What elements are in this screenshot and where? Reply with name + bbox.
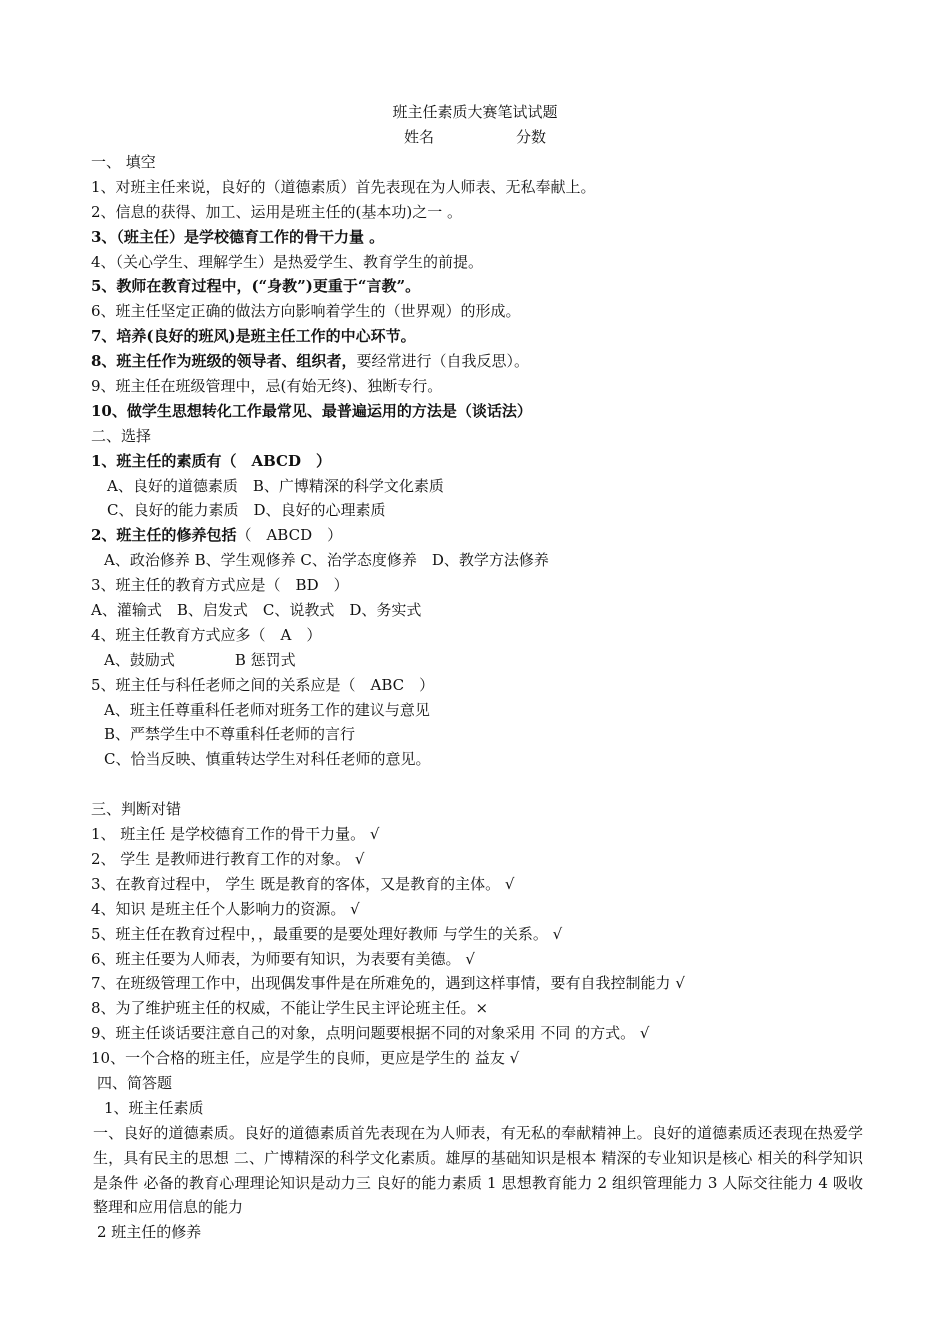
fill-item: 5、教师在教育过程中，(“身教”)更重于“言教”。 [91,277,421,296]
true-false-item: 7、在班级管理工作中，出现偶发事件是在所难免的，遇到这样事情，要有自我控制能力 √ [91,974,685,993]
true-false-item: 2、 学生 是教师进行教育工作的对象。 √ [91,849,365,868]
choice-options: C、恰当反映、慎重转达学生对科任老师的意见。 [104,750,431,769]
fill-item: 2、信息的获得、加工、运用是班主任的(基本功)之一 。 [91,202,463,221]
short-answer-text: 一、良好的道德素质。良好的道德素质首先表现在为人师表，有无私的奉献精神上。良好的道德素质还表现在热爱学生，具有民主的思想 二、广博精深的科学文化素质。雄厚的基础知识是根本 精深的专业知识是核心 相关的科学知识是条件 必备的教育心理理论知识是动力三 良好的能力素质 1 思想教育能力 2 组织管理能力 3 人际交往能力 4 吸收整理和应用信息的能力 [93,1123,863,1217]
true-false-item: 8、为了维护班主任的权威，不能让学生民主评论班主任。× [91,999,489,1018]
choice-question-answer: （ ABCD ） [236,526,343,545]
fill-item: 4、（关心学生、理解学生）是热爱学生、教育学生的前提。 [91,252,484,271]
section-heading-choice: 二、选择 [91,426,152,445]
choice-options: A、班主任尊重科任老师对班务工作的建议与意见 [104,700,430,719]
true-false-item: 4、知识 是班主任个人影响力的资源。 √ [91,899,360,918]
section-heading-short-answer: 四、简答题 [97,1073,173,1092]
choice-question: 1、班主任的素质有（ ABCD ） [91,451,331,470]
document-title: 班主任素质大赛笔试试题 [392,103,558,121]
choice-options: A、鼓励式 B 惩罚式 [104,650,296,669]
name-label: 姓名 [403,128,434,146]
choice-options: C、良好的能力素质 D、良好的心理素质 [107,501,386,520]
choice-options: A、政治修养 B、学生观修养 C、治学态度修养 D、教学方法修养 [104,551,549,570]
score-label: 分数 [516,128,547,146]
short-answer-question: 2 班主任的修养 [97,1223,202,1242]
fill-item-bold-part: 8、班主任作为班级的领导者、组织者， [91,352,357,371]
true-false-item: 9、班主任谈话要注意自己的对象，点明问题要根据不同的对象采用 不同 的方式。 √ [91,1024,650,1043]
true-false-item: 6、班主任要为人师表，为师要有知识，为表要有美德。 √ [91,949,475,968]
true-false-item: 10、一个合格的班主任，应是学生的良师，更应是学生的 益友 √ [91,1049,520,1068]
choice-options: A、灌输式 B、启发式 C、说教式 D、务实式 [91,601,422,620]
spacer [91,772,871,797]
choice-question-bold-part: 2、班主任的修养包括 [91,526,237,545]
short-answer-question: 1、班主任素质 [104,1098,204,1117]
fill-item [91,349,871,374]
fill-item: 7、培养(良好的班风)是班主任工作的中心环节。 [91,327,416,346]
choice-options: A、良好的道德素质 B、广博精深的科学文化素质 [107,476,444,495]
choice-question: 5、班主任与科任老师之间的关系应是（ ABC ） [91,675,435,694]
fill-item: 6、班主任坚定正确的做法方向影响着学生的（世界观）的形成。 [91,302,521,321]
true-false-item: 3、在教育过程中， 学生 既是教育的客体，又是教育的主体。 √ [91,874,515,893]
choice-options: B、严禁学生中不尊重科任老师的言行 [104,725,356,744]
fill-item-rest: 要经常进行（自我反思）。 [356,352,529,371]
fill-item: 10、做学生思想转化工作最常见、最普遍运用的方法是（谈话法） [91,401,532,420]
true-false-item: 1、 班主任 是学校德育工作的骨干力量。 √ [91,825,380,844]
document-body [91,150,871,1245]
name-score-line [0,127,950,147]
choice-question [91,523,871,548]
choice-question: 3、班主任的教育方式应是（ BD ） [91,576,349,595]
fill-item: 3、（班主任）是学校德育工作的骨干力量 。 [91,227,385,246]
section-heading-true-false: 三、判断对错 [91,800,182,819]
fill-item: 1、对班主任来说，良好的（道德素质）首先表现在为人师表、无私奉献上。 [91,177,596,196]
choice-question: 4、班主任教育方式应多（ A ） [91,625,322,644]
fill-item: 9、班主任在班级管理中，忌(有始无终)、独断专行。 [91,377,443,396]
section-heading-fill-blank: 一、 填空 [91,153,156,171]
true-false-item: 5、班主任在教育过程中，，最重要的是要处理好教师 与学生的关系。 √ [91,924,563,943]
